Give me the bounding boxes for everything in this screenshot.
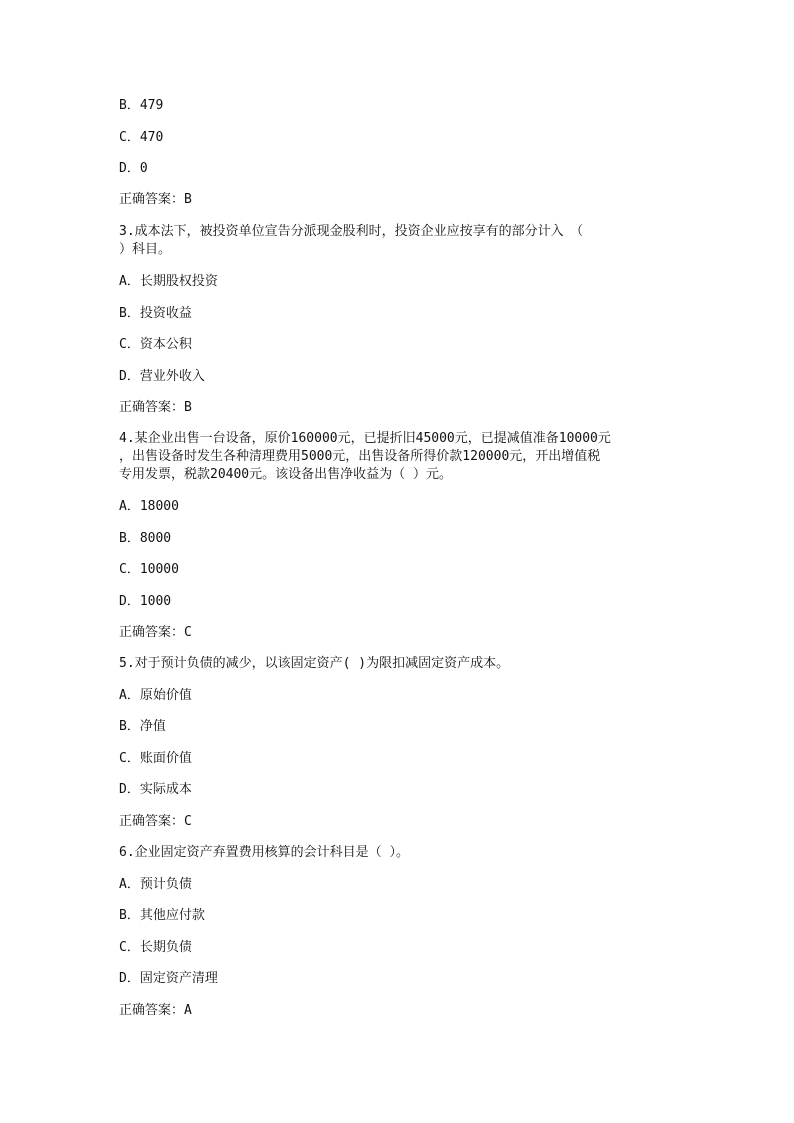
question-text: 6.企业固定资产弃置费用核算的会计科目是（ ）。 [119, 845, 409, 860]
option-d: D．1000 [119, 594, 172, 609]
option-b: B．8000 [119, 531, 172, 546]
option-b: B．投资收益 [119, 306, 192, 321]
option-d: D．实际成本 [119, 782, 192, 797]
option-b: B．479 [119, 98, 164, 113]
option-a: A．18000 [119, 499, 179, 514]
option-b: B．其他应付款 [119, 908, 205, 923]
option-a: A．长期股权投资 [119, 274, 218, 289]
question-text: 4.某企业出售一台设备，原价160000元，已提折旧45000元，已提减值准备10000元 [119, 431, 611, 446]
correct-answer: 正确答案：C [119, 625, 192, 640]
option-c: C．长期负债 [119, 940, 192, 955]
question-text: 3.成本法下，被投资单位宣告分派现金股利时，投资企业应按享有的部分计入 （ [119, 224, 584, 239]
option-c: C．资本公积 [119, 337, 192, 352]
correct-answer: 正确答案：C [119, 814, 192, 829]
option-c: C．10000 [119, 562, 179, 577]
option-a: A．预计负债 [119, 877, 192, 892]
question-text: ）科目。 [119, 242, 172, 257]
option-d: D．0 [119, 161, 148, 176]
question-text: 专用发票，税款20400元。该设备出售净收益为（ ）元。 [119, 467, 452, 482]
option-c: C．470 [119, 130, 164, 145]
option-d: D．营业外收入 [119, 369, 205, 384]
option-d: D．固定资产清理 [119, 971, 218, 986]
correct-answer: 正确答案：A [119, 1003, 192, 1018]
option-a: A．原始价值 [119, 688, 192, 703]
option-c: C．账面价值 [119, 751, 192, 766]
option-b: B．净值 [119, 719, 166, 734]
question-text: ，出售设备时发生各种清理费用5000元，出售设备所得价款120000元，开出增值税 [119, 449, 601, 464]
correct-answer: 正确答案：B [119, 192, 192, 207]
question-text: 5.对于预计负债的减少，以该固定资产( )为限扣减固定资产成本。 [119, 656, 510, 671]
correct-answer: 正确答案：B [119, 400, 192, 415]
